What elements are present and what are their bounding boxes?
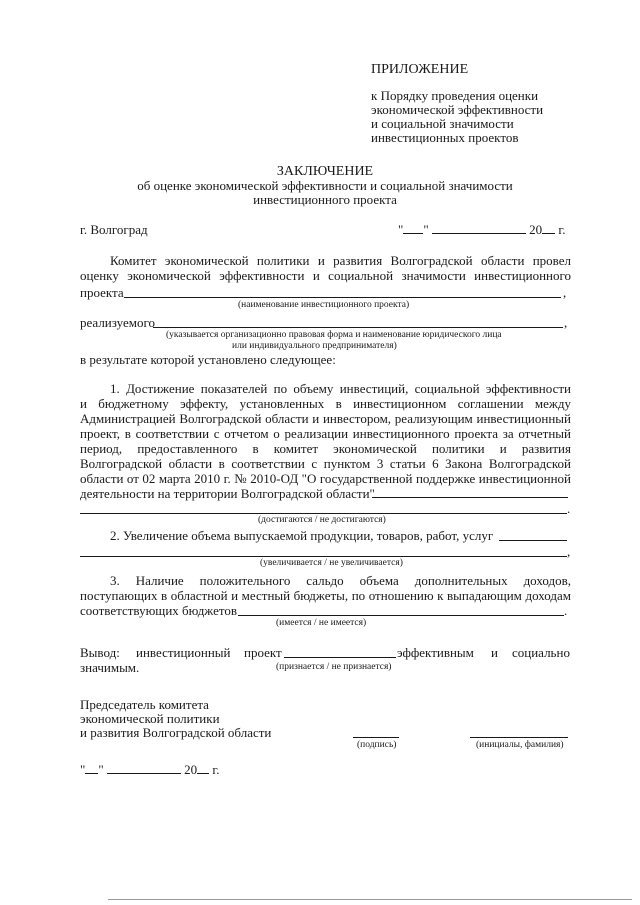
name-blank [470,737,568,738]
item1-line-6: Волгоградской области в соответствии с пунктом 3 статьи 6 Закона Волгоградской [80,456,571,471]
organization-caption-1: (указывается организационно правовая форма и наименование юридического лица [166,330,502,340]
item3-caption: (имеется / не имеется) [276,618,367,628]
item2-blank-2 [80,556,567,557]
item3-line-1: 3. Наличие положительного сальдо объема дополнительных доходов, [110,573,571,588]
organization-caption-2: или индивидуального предпринимателя) [232,341,397,351]
day-blank [403,222,423,234]
year-blank [542,222,555,234]
date-quote-close: " [423,222,429,237]
conclusion-word-2: инвестиционный [136,645,231,660]
appendix-line-4: инвестиционных проектов [371,130,519,145]
item1-blank-2 [80,513,567,514]
item1-line-2: и бюджетному эффекту, установленных в инвестиционном соглашении между [80,396,571,411]
document-subtitle-line-2: инвестиционного проекта [253,192,397,207]
conclusion-caption: (признается / не признается) [276,662,392,672]
date-year: 20 [529,222,543,237]
appendix-line-1: к Порядку проведения оценки [371,88,539,103]
project-name-blank [124,297,561,298]
bottom-day-blank [85,762,98,774]
conclusion-line-2: значимым. [80,660,140,675]
city: г. Волгоград [80,222,148,237]
period: . [564,603,568,618]
scan-edge-line [108,899,632,900]
item3-blank [238,615,564,616]
organization-blank [153,327,563,328]
item2-text: 2. Увеличение объема выпускаемой продукции, товаров, работ, услуг [110,528,494,543]
conclusion-word-3: проект [244,645,282,660]
bottom-year-blank [197,762,209,774]
document-title: ЗАКЛЮЧЕНИЕ [276,164,374,179]
realized-label: реализуемого [80,315,155,330]
item3-line-3: соответствующих бюджетов [80,603,238,618]
date-suffix: г. [558,222,566,237]
result-line: в результате которой установлено следующее: [80,352,336,367]
comma: , [563,285,567,300]
bottom-date-year: 20 [184,762,198,777]
project-label: проекта [80,285,124,300]
appendix-line-3: и социальной значимости [371,116,514,131]
name-caption: (инициалы, фамилия) [476,740,564,750]
conclusion-word-4: эффективным [397,645,474,660]
item1-line-3: Администрацией Волгоградской области и инвестором, реализующим инвестиционный [80,411,571,426]
month-blank [432,222,526,234]
item1-line-7: области от 02 марта 2010 г. № 2010-ОД "О государственной поддержке инвестиционной [80,471,571,486]
item1-line-1: 1. Достижение показателей по объему инвестиций, социальной эффективности [110,381,571,396]
item1-line-4: проект, в соответствии с отчетом о реализации инвестиционного проекта за отчетный [80,426,571,441]
conclusion-word-6: социально [512,645,570,660]
signature-line-3: и развития Волгоградской области [80,725,272,740]
item1-line-8: деятельности на территории Волгоградской области" [80,486,375,501]
signature-blank [353,737,399,738]
item1-caption: (достигаются / не достигаются) [258,515,386,525]
comma: , [564,315,568,330]
appendix-title: ПРИЛОЖЕНИЕ [371,62,469,77]
bottom-date-field [80,762,220,777]
date-field [398,222,566,237]
item3-line-2: поступающих в областной и местный бюджеты, по отношению к выпадающим доходам [80,588,571,603]
bottom-date-quote-close: " [98,762,104,777]
project-caption: (наименование инвестиционного проекта) [238,300,410,310]
item2-caption: (увеличивается / не увеличивается) [260,558,403,568]
conclusion-word-5: и [491,645,498,660]
date-quote-open: " [398,222,404,237]
signature-line-2: экономической политики [80,711,220,726]
bottom-date-quote-open: " [80,762,86,777]
conclusion-word-1: Вывод: [80,645,120,660]
comma: , [567,544,571,559]
intro-line-1: Комитет экономической политики и развития Волгоградской области провел [110,253,571,268]
bottom-month-blank [107,762,181,774]
item2-blank-1 [499,540,567,541]
conclusion-blank [284,657,396,658]
item1-line-5: период, предоставленного в комитет экономической политики и развития [80,441,571,456]
document-subtitle-line-1: об оценке экономической эффективности и социальной значимости [137,178,513,193]
appendix-line-2: экономической эффективности [371,102,544,117]
bottom-date-suffix: г. [212,762,220,777]
intro-line-2: оценку экономической эффективности и социальной значимости инвестиционного [80,268,571,283]
signature-caption: (подпись) [357,740,397,750]
signature-line-1: Председатель комитета [80,697,209,712]
item1-blank-1 [372,497,568,498]
period: . [567,501,571,516]
